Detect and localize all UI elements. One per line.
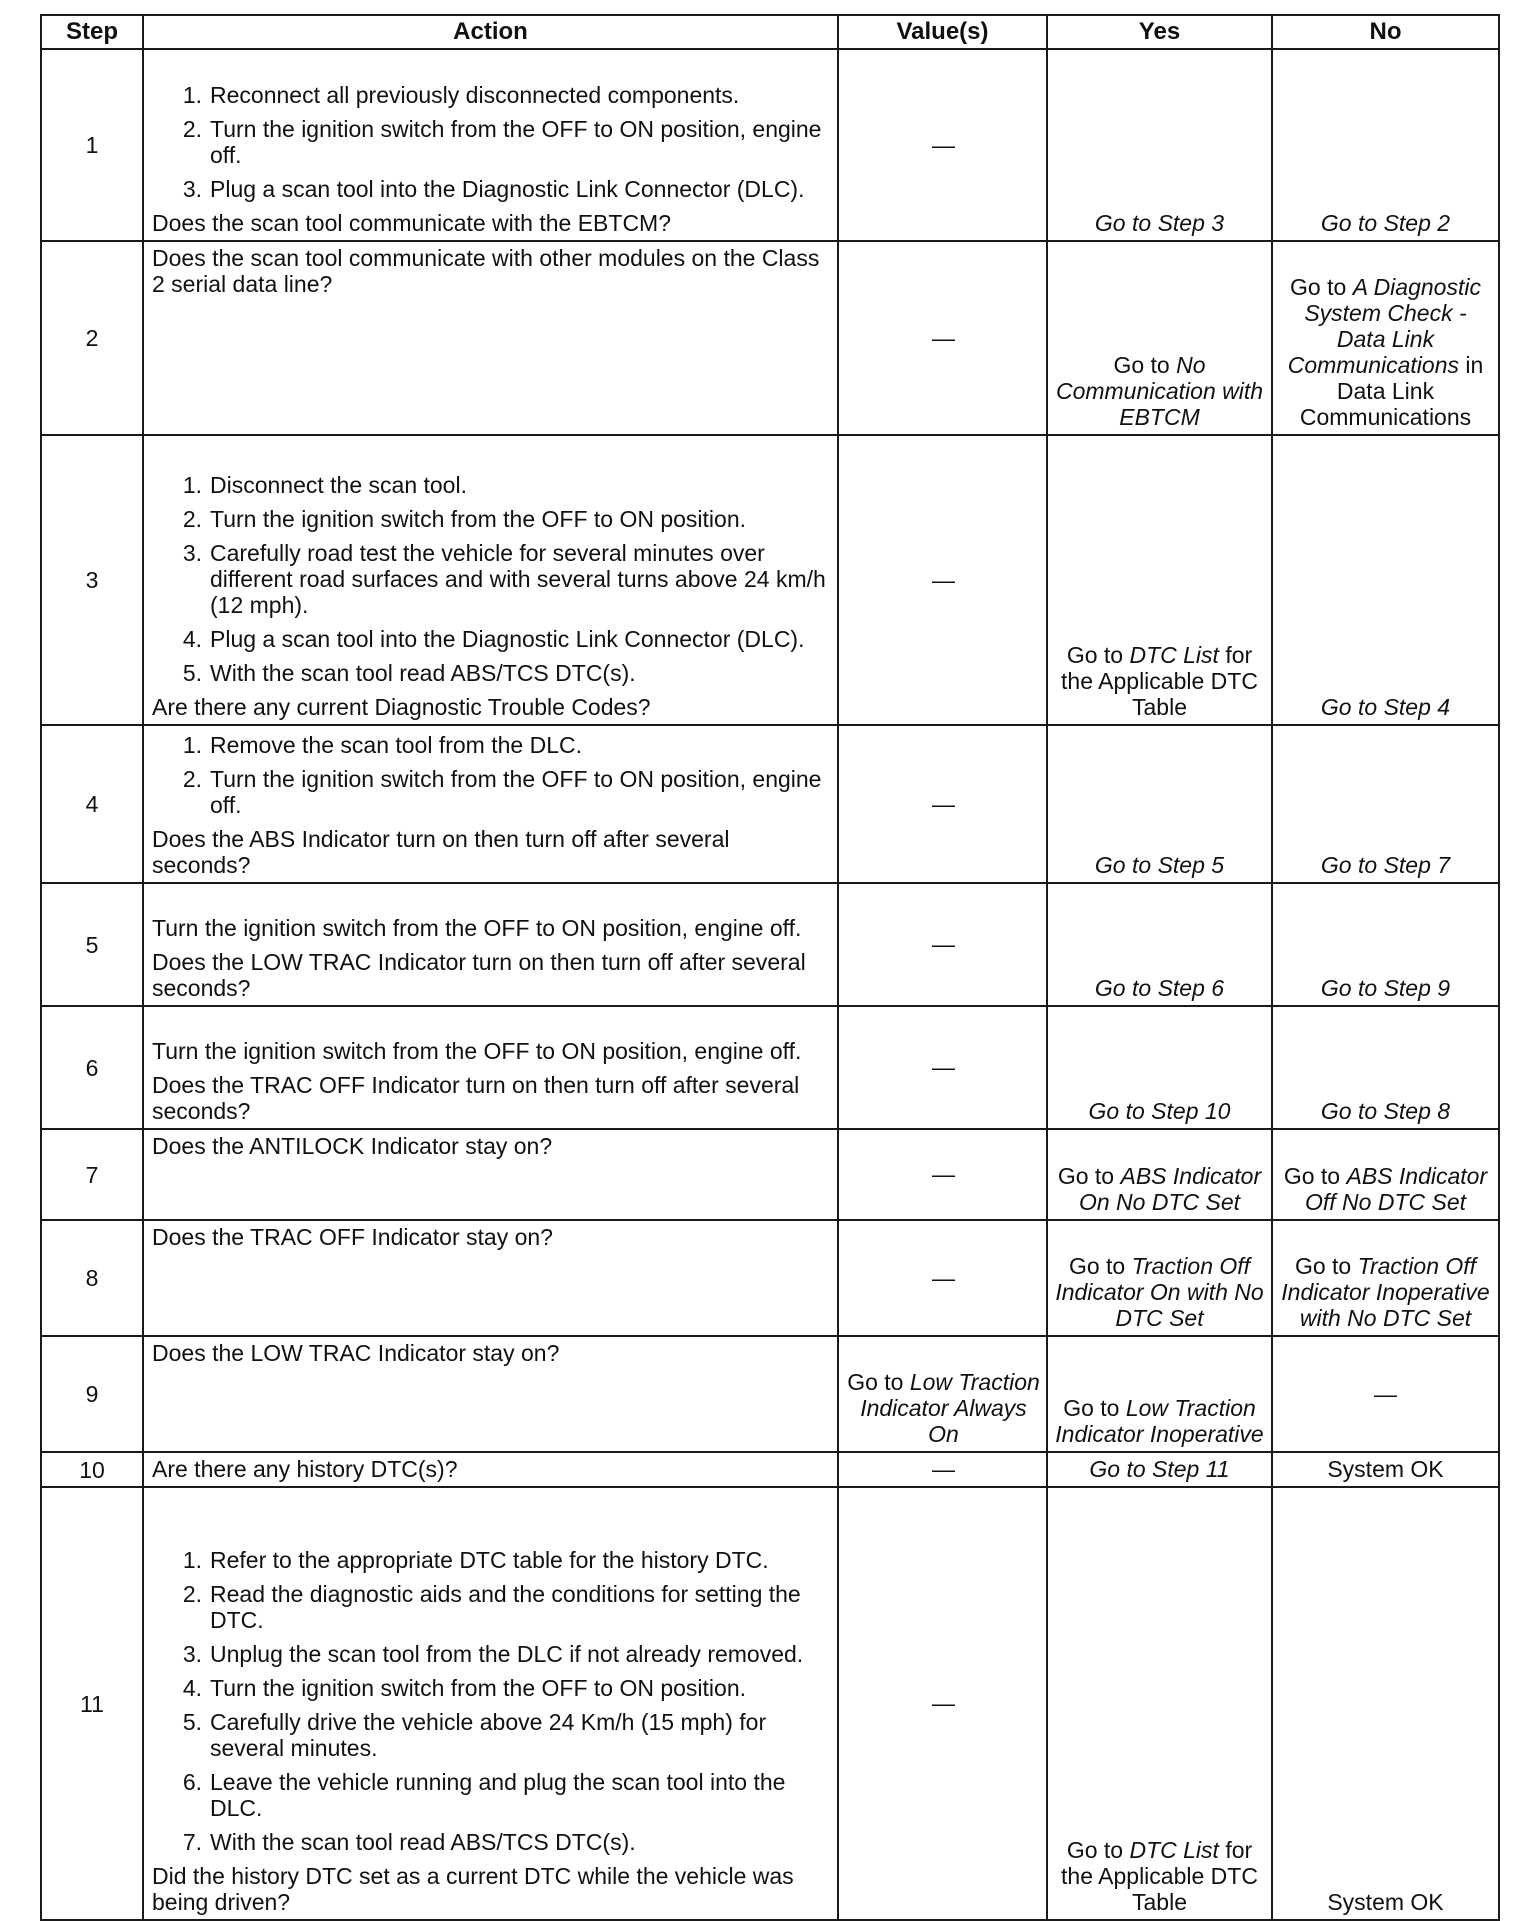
no-outcome: System OK — [1272, 1452, 1499, 1487]
action-question: Does the TRAC OFF Indicator turn on then turn off after several seconds? — [152, 1072, 800, 1124]
action-question: Does the LOW TRAC Indicator stay on? — [152, 1340, 560, 1366]
value-dash: — — [838, 725, 1047, 883]
list-item: 1. Remove the scan tool from the DLC. — [182, 732, 582, 758]
header-step: Step — [41, 15, 143, 49]
action-question: Are there any current Diagnostic Trouble Codes? — [152, 694, 651, 720]
value-dash: — — [838, 1452, 1047, 1487]
action-question: Does the scan tool communicate with the EBTCM? — [152, 210, 672, 236]
value-dash: — — [838, 241, 1047, 435]
table-row-step-2 — [41, 241, 1499, 435]
no-outcome: Go to Step 8 — [1272, 1006, 1499, 1129]
step-number: 2 — [41, 241, 143, 435]
action-cell — [143, 49, 838, 241]
action-cell — [143, 883, 838, 1006]
step-number: 1 — [41, 49, 143, 241]
action-question: Does the ANTILOCK Indicator stay on? — [152, 1133, 553, 1159]
value-dash: — — [838, 883, 1047, 1006]
list-item: 2. Turn the ignition switch from the OFF to ON position, engine off. — [182, 116, 822, 168]
list-item: 2. Read the diagnostic aids and the conditions for setting the DTC. — [182, 1581, 801, 1633]
no-outcome: Go to Step 7 — [1272, 725, 1499, 883]
action-cell — [143, 1452, 838, 1487]
yes-outcome: Go to No Communication with EBTCM — [1047, 241, 1272, 435]
list-item: 5. With the scan tool read ABS/TCS DTC(s). — [182, 660, 636, 686]
action-cell — [143, 241, 838, 435]
action-cell — [143, 725, 838, 883]
list-item: 6. Leave the vehicle running and plug the scan tool into the DLC. — [182, 1769, 786, 1821]
no-outcome: Go to Traction Off Indicator Inoperative with No DTC Set — [1272, 1220, 1499, 1336]
no-outcome: Go to Step 4 — [1272, 435, 1499, 725]
action-cell — [143, 435, 838, 725]
list-item: 3. Plug a scan tool into the Diagnostic Link Connector (DLC). — [182, 176, 805, 202]
table-row-step-9 — [41, 1336, 1499, 1452]
table-row-step-4 — [41, 725, 1499, 883]
step-number: 4 — [41, 725, 143, 883]
yes-outcome: Go to Step 6 — [1047, 883, 1272, 1006]
action-list — [152, 472, 831, 686]
yes-outcome: Go to Traction Off Indicator On with No DTC Set — [1047, 1220, 1272, 1336]
diagnostic-table-sheet — [40, 14, 1498, 1921]
list-item: 1. Refer to the appropriate DTC table for the history DTC. — [182, 1547, 769, 1573]
header-yes: Yes — [1047, 15, 1272, 49]
action-cell — [143, 1220, 838, 1336]
header-row — [41, 15, 1499, 49]
step-number: 7 — [41, 1129, 143, 1220]
table-row-step-6 — [41, 1006, 1499, 1129]
value-dash: — — [838, 435, 1047, 725]
table-row-step-1 — [41, 49, 1499, 241]
action-question: Did the history DTC set as a current DTC while the vehicle was being driven? — [152, 1863, 794, 1915]
action-cell — [143, 1129, 838, 1220]
no-outcome: Go to Step 9 — [1272, 883, 1499, 1006]
action-lead: Turn the ignition switch from the OFF to ON position, engine off. — [152, 915, 802, 941]
yes-outcome: Go to Step 10 — [1047, 1006, 1272, 1129]
action-lead: Turn the ignition switch from the OFF to ON position, engine off. — [152, 1038, 802, 1064]
value-dash: — — [838, 1487, 1047, 1920]
table-row-step-5 — [41, 883, 1499, 1006]
no-outcome: Go to Step 2 — [1272, 49, 1499, 241]
action-list — [152, 732, 831, 818]
table-row-step-3 — [41, 435, 1499, 725]
header-values: Value(s) — [838, 15, 1047, 49]
step-number: 8 — [41, 1220, 143, 1336]
value-dash: — — [838, 1220, 1047, 1336]
list-item: 2. Turn the ignition switch from the OFF to ON position, engine off. — [182, 766, 822, 818]
table-row-step-7 — [41, 1129, 1499, 1220]
yes-outcome: Go to DTC List for the Applicable DTC Table — [1047, 1487, 1272, 1920]
list-item: 4. Turn the ignition switch from the OFF to ON position. — [182, 1675, 747, 1701]
list-item: 3. Carefully road test the vehicle for several minutes over different road surfaces and with several turns above 24 km/h (12 mph). — [182, 540, 826, 618]
action-question: Does the TRAC OFF Indicator stay on? — [152, 1224, 553, 1250]
value-outcome: Go to Low Traction Indicator Always On — [838, 1336, 1047, 1452]
yes-outcome: Go to Step 3 — [1047, 49, 1272, 241]
no-outcome: System OK — [1272, 1487, 1499, 1920]
action-question: Does the scan tool communicate with other modules on the Class 2 serial data line? — [152, 245, 820, 297]
action-cell — [143, 1487, 838, 1920]
table-row-step-8 — [41, 1220, 1499, 1336]
list-item: 7. With the scan tool read ABS/TCS DTC(s). — [182, 1829, 636, 1855]
no-outcome: Go to ABS Indicator Off No DTC Set — [1272, 1129, 1499, 1220]
action-list — [152, 1547, 831, 1855]
action-cell — [143, 1336, 838, 1452]
step-number: 6 — [41, 1006, 143, 1129]
action-list — [152, 82, 831, 202]
diagnostic-table — [40, 14, 1500, 1921]
step-number: 5 — [41, 883, 143, 1006]
no-dash: — — [1272, 1336, 1499, 1452]
value-dash: — — [838, 1129, 1047, 1220]
yes-outcome: Go to ABS Indicator On No DTC Set — [1047, 1129, 1272, 1220]
value-dash: — — [838, 49, 1047, 241]
table-row-step-10 — [41, 1452, 1499, 1487]
list-item: 3. Unplug the scan tool from the DLC if not already removed. — [182, 1641, 804, 1667]
action-question: Are there any history DTC(s)? — [152, 1456, 458, 1482]
list-item: 4. Plug a scan tool into the Diagnostic Link Connector (DLC). — [182, 626, 805, 652]
table-row-step-11 — [41, 1487, 1499, 1920]
list-item: 1. Disconnect the scan tool. — [182, 472, 467, 498]
yes-outcome: Go to DTC List for the Applicable DTC Table — [1047, 435, 1272, 725]
no-outcome: Go to A Diagnostic System Check - Data Link Communications in Data Link Communications — [1272, 241, 1499, 435]
step-number: 10 — [41, 1452, 143, 1487]
step-number: 11 — [41, 1487, 143, 1920]
action-question: Does the ABS Indicator turn on then turn off after several seconds? — [152, 826, 730, 878]
list-item: 1. Reconnect all previously disconnected components. — [182, 82, 740, 108]
action-cell — [143, 1006, 838, 1129]
step-number: 9 — [41, 1336, 143, 1452]
action-question: Does the LOW TRAC Indicator turn on then turn off after several seconds? — [152, 949, 806, 1001]
step-number: 3 — [41, 435, 143, 725]
list-item: 2. Turn the ignition switch from the OFF to ON position. — [182, 506, 747, 532]
list-item: 5. Carefully drive the vehicle above 24 Km/h (15 mph) for several minutes. — [182, 1709, 767, 1761]
header-no: No — [1272, 15, 1499, 49]
yes-outcome: Go to Step 11 — [1047, 1452, 1272, 1487]
yes-outcome: Go to Step 5 — [1047, 725, 1272, 883]
value-dash: — — [838, 1006, 1047, 1129]
yes-outcome: Go to Low Traction Indicator Inoperative — [1047, 1336, 1272, 1452]
header-action: Action — [143, 15, 838, 49]
